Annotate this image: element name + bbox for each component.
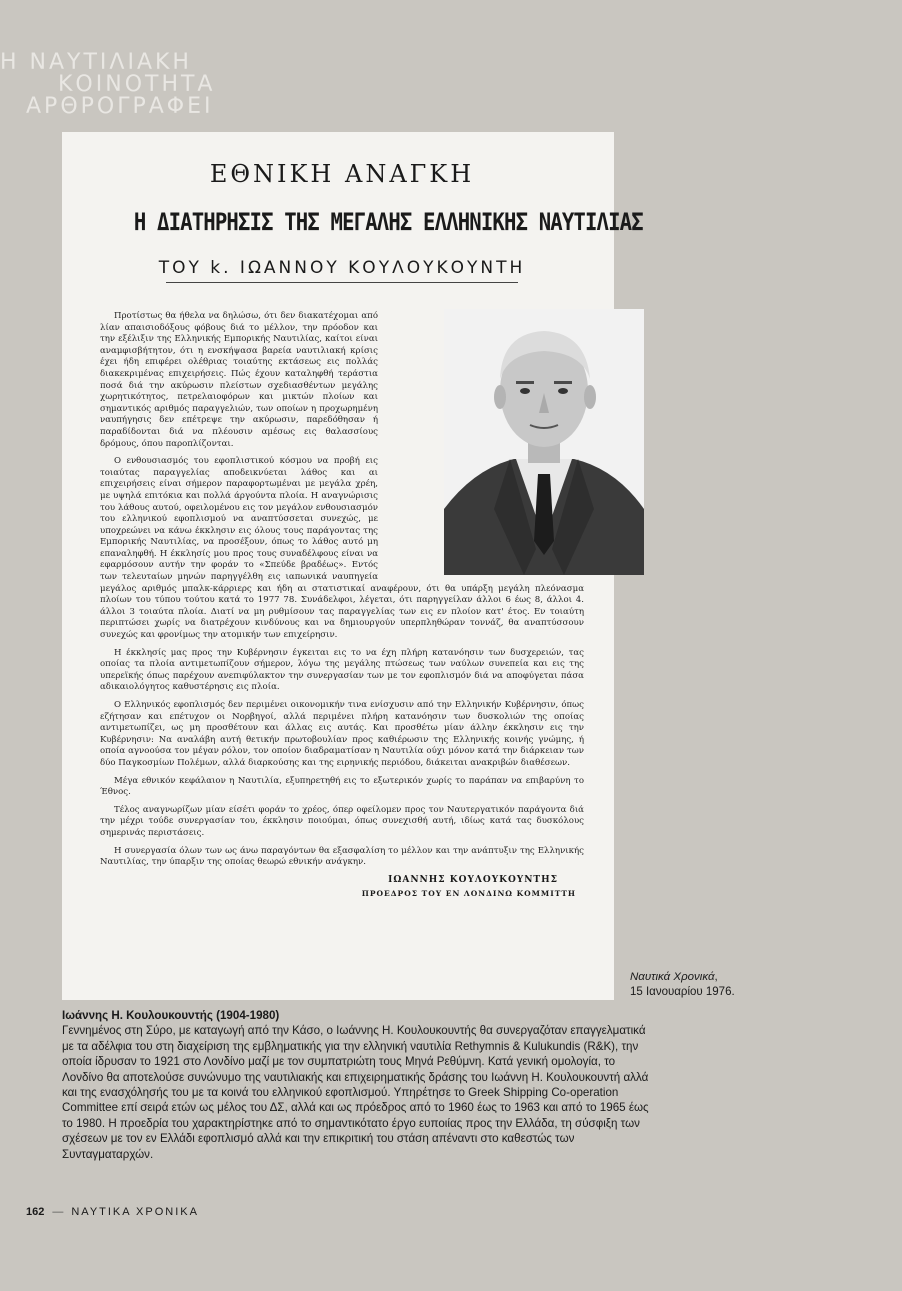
clipping-author: ΤΟΥ k. ΙΩΑΝΝΟΥ ΚΟΥΛΟΥΚΟΥΝΤΗ (158, 258, 526, 278)
clipping-signature (100, 875, 576, 898)
biography-title: Ιωάννης Η. Κουλουκουντής (1904-1980) (62, 1009, 280, 1022)
signature-role: ΠΡΟΕΔΡΟΣ ΤΟΥ ΕΝ ΛΟΝΔΙΝΩ ΚΟΜΜΙΤΤΗ (361, 888, 576, 898)
section-header (0, 52, 215, 118)
portrait-image (444, 309, 644, 575)
article-paragraph: Η έκκλησίς μας προς την Κυβέρνησιν έγκειται εις το να έχη πλήρη κατανόησιν των δυσχερειών, τας οποίας τα πλοία αντιμετωπίζουν σήμερον, λόγω της μεγάλης πτώσεως των ναύλων συνεπεία και εις της υπερεϊκής όπως παρέχουν ανεπιφύλακτον την συνεργασίαν των με τον εφοπλισμόν διά να αποφύγεται πάσα αδικαιολόγητος καθυστέρησις εις πλοία. (100, 647, 584, 693)
section-header-line-3: ΑΡΘΡΟΓΡΑΦΕΙ (26, 94, 214, 119)
caption-date: 15 Ιανουαρίου 1976. (630, 986, 735, 998)
portrait-photo (444, 309, 644, 575)
clipping-body (100, 311, 584, 898)
biography-text: Γεννημένος στη Σύρο, με καταγωγή από την Κάσο, ο Ιωάννης Η. Κουλουκουντής θα συνεργαζόταν επαγγελματικά με τα αδέλφια του στη διαχείριση της εμβληματικής για την ελληνική ναυτιλία Rethymnis & Kulukundis (R&K), την οποία ίδρυσαν το 1921 στο Λονδίνο μαζί με τον συμπατριώτη τους Μηνά Ρεθύμνη. Κατά γενική ομολογία, το Λονδίνο θα αποτελούσε συνώνυμο της ναυτιλιακής και επιχειρηματικής δράσης του Ιωάννη Η. Κουλουκουντή αλλά και της ενασχόλησής του με τα κοινά του ελληνικού εφοπλισμού. Υπηρέτησε το Greek Shipping Co-operation Committee επί σειρά ετών ως μέλος του ΔΣ, αλλά και ως πρόεδρος από το 1960 έως το 1963 και από το 1965 έως το 1980. Η προεδρία του χαρακτηρίστηκε από το σημαντικότατο έργο ευποιίας προς την Ελλάδα, τη σύσφιξη των σχέσεων με τον εν Ελλάδι εφοπλισμό αλλά και την επικριτική του στάση απέναντι στο καθεστώς των Συνταγματαρχών. (62, 1024, 649, 1161)
clipping-headline: Η ΔΙΑΤΗΡΗΣΙΣ ΤΗΣ ΜΕΓΑΛΗΣ ΕΛΛΗΝΙΚΗΣ ΝΑΥΤΙΛΙΑΣ (133, 208, 643, 236)
clipping-divider (166, 282, 518, 283)
section-header-line-2: ΚΟΙΝΟΤΗΤΑ (58, 72, 216, 97)
footer-separator: — (52, 1206, 64, 1218)
section-header-line-1: Η ΝΑΥΤΙΛΙΑΚΗ (0, 50, 192, 75)
article-paragraph: Τέλος αναγνωρίζων μίαν είσέτι φοράν το χρέος, όπερ οφείλομεν προς τον Ναυτεργατικόν παράγοντα διά την μέχρι τούδε συνεργασίαν του, έκκλησιν ποιούμαι, όπως συνεχισθή αυτή, ιδίως κατά τας δυσκόλους σημερινάς περιστάσεις. (100, 804, 584, 838)
article-paragraph: Προτίστως θα ήθελα να δηλώσω, ότι δεν διακατέχομαι από λίαν απαισιοδόξους φόβους διά το μέλλον, την πρόοδον και την εξέλιξιν της Ελληνικής Εμπορικής Ναυτιλίας, καίτοι είναι αναμφισβήτητον, ότι η ενσκήψασα βαρεία ναυτιλιακή κρίσις έχει ήδη επιφέρει ολέθριας τοιαύτης εκτάσεως εις πολλάς διακεκριμένας επιχειρήσεις. Πώς έχουν καταληφθή τεράστια ποσά διά την ακύρωσιν πλείστων σχεδιασθέντων μεγάλης χωρητικότητος, πετρελαιοφόρων και μικτών πλοίων και σημαντικός αριθμός παραγγελιών, των οποίων η προχωρημένη ναυπήγησις δεν επέτρεψε την ακύρωσιν, παρεδόθησαν ή παραδίδονται διά να πλέουσιν αμέσως εις θαλασσίους δρόμους, όπου παροπλίζονται. (100, 311, 378, 449)
article-paragraph: Ο ενθουσιασμός του εφοπλιστικού κόσμου να προβή εις τοιαύτας παραγγελίας αποδεικνύεται λάθος και αι επιχειρήσεις είναι σήμερον παραφορτωμέναι με μεγάλα χρέη, με υψηλά επιτόκια και πολλά άργούντα πλοία. Η αναγνώρισις του λάθους αυτού, οφειλομένου εις τον μεγάλον ενθουσιασμόν του ελληνικού εφοπλισμού να αναπτύσσεται συνεχώς, με υποχρεώνει να κάνω έκκλησιν εις όλους τους παράγοντας της Εμπορικής Ναυτιλίας, να προσέξουν, όπως το λάθος αυτό μη επαναληφθή. Η έκκλησίς μου προς τους συναδέλφους είναι να εφαρμόσουν αυτήν την φοράν το «Σπεύδε βραδέως». Εντός των τελευταίων μηνών παρηγγέλθη εις ιαπωνικά ναυπηγεία μεγάλος αριθμός μπαλκ-κάρριερς και ήδη αι στατιστικαί αναφέρουν, ότι θα υπάρξη μεγάλη πλεόνασμα πλοίων του τύπου τούτου κατά το 1977 78. Συνάδελφοι, λέγεται, ότι παρηγγείλαν άλλοι 6 έως 8, άλλοι 4. άλλοι 3 τοιαύτα πλοία. Διατί να μη ρυθμίσουν τας παραγγελίας των εις εν πλοίον κατ' έτος. Εν τοιαύτη περιπτώσει χωρίς να διατρέχουν κινδύνους και να δημιουργούν υπερπληθώραν τοννάζ, θα αναπτύσσουν συνεχώς και φρονίμως την ατομικήν των επιχείρησιν. (100, 456, 584, 641)
magazine-name: ΝΑΥΤΙΚΑ ΧΡΟΝΙΚΑ (71, 1206, 199, 1218)
page-footer (26, 1206, 199, 1218)
biography-block (62, 1008, 652, 1162)
article-paragraph: Μέγα εθνικόν κεφάλαιον η Ναυτιλία, εξυπηρετηθή εις το εξωτερικόν χωρίς το παράπαν να επιβαρύνη το Έθνος. (100, 775, 584, 798)
clipping-caption: Ναυτικά Χρονικά, 15 Ιανουαρίου 1976. (630, 971, 735, 998)
article-paragraph: Η συνεργασία όλων των ως άνω παραγόντων θα εξασφαλίση το μέλλον και την ανάπτυξιν της Ελληνικής Ναυτιλίας, την ύπαρξιν της οποίας θεωρώ εθνικήν ανάγκην. (100, 845, 584, 868)
newspaper-clipping (62, 132, 643, 1000)
signature-name: ΙΩΑΝΝΗΣ ΚΟΥΛΟΥΚΟΥΝΤΗΣ (388, 874, 558, 885)
caption-publication: Ναυτικά Χρονικά (630, 971, 715, 983)
page-number: 162 (26, 1206, 45, 1218)
clipping-title: ΕΘΝΙΚΗ ΑΝΑΓΚΗ (209, 160, 475, 188)
article-paragraph: Ο Ελληνικός εφοπλισμός δεν περιμένει οικονομικήν τινα ενίσχυσιν από την Ελληνικήν Κυβέρνησιν, όπως εζήτησαν και επέτυχον οι Νορβηγοί, αλλά περιμένει πλήρη κατανόησιν των δυσκολιών της οποίας αντιμετωπίζει, ως μη προσθέτουν και άλλας εις αυτάς. Και προσθέτω μίαν άλλην έκκλησιν εις την Κυβέρνησιν: Να αναλάβη αυτή θετικήν πρωτοβουλίαν προς καθιέρωσιν της Ελληνικής κοινής γνώμης, ή οποία αγνοούσα τον μέγαν ρόλον, τον οποίον διαδραματίσαν η Ναυτιλία ούχι μόνον κατά την διάρκειαν των δύο Παγκοσμίων Πολέμων, αλλά διαρκούσης και της ειρηνικής περιόδου, διάκειται ανακριβών διαθέσεων. (100, 700, 584, 768)
